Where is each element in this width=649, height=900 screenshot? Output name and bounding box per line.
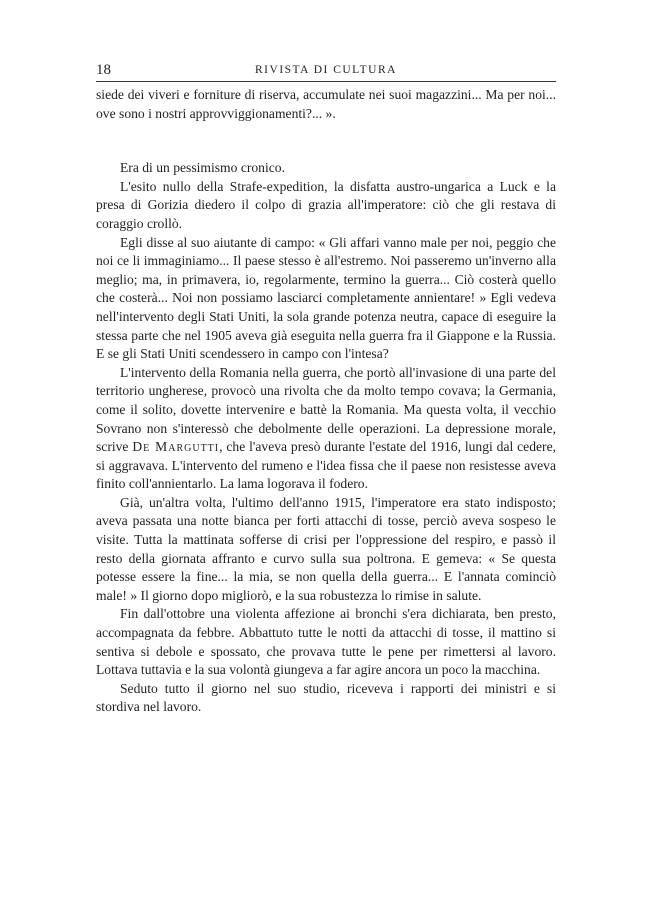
paragraph-aide-de-camp: Egli disse al suo aiutante di campo: « Gli affari vanno male per noi, peggio che noi ce li immaginiamo... Il paese stesso è all'estremo. Noi passeremo un'inverno alla meglio; ma, in primavera, io, regolarmente, termino la guerra... Ciò costerà quello che costerà... Noi non possiamo lasciarci completamente annientare! » Egli vedeva nell'intervento degli Stati Uniti, la sola grande potenza neutra, capace di eseguire la stessa parte che nel 1905 aveva già eseguita nella guerra fra il Giappone e la Russia. E se gli Stati Uniti scendessero in campo con l'intesa? <box>96 234 556 362</box>
running-title: RIVISTA DI CULTURA <box>255 64 397 76</box>
paragraph-new-year: Già, un'altra volta, l'ultimo dell'anno 1915, l'imperatore era stato indisposto; aveva passata una notte bianca per forti attacchi di tosse, perciò aveva sospeso le visite. Tutta la mattinata sofferse di crisi per l'oppressione del respiro, e passò il resto della giornata affranto e curvo sulla sua poltrona. E gemeva: « Se questa potesse essere la fine... la mia, se non quella della guerra... E l'annata cominciò male! » Il giorno dopo migliorò, e la sua robustezza lo rimise in salute. <box>96 494 556 603</box>
paragraph-study: Seduto tutto il giorno nel suo studio, riceveva i rapporti dei ministri e si stordiva nel lavoro. <box>96 680 556 715</box>
paragraph-romania-part2: , che l'aveva presò durante l'estate del 1916, lungi dal cedere, si aggravava. L'intervento del rumeno e l'idea fissa che il paese non resistesse aveva finito coll'annientarlo. La lama logorava il fodero. <box>96 439 557 492</box>
page <box>96 60 556 717</box>
paragraph-pessimism: Era di un pessimismo cronico. <box>120 160 285 176</box>
paragraph-strafe-expedition: L'esito nullo della Strafe-expedition, la disfatta austro-ungarica a Luck e la presa di Gorizia diedero il colpo di grazia all'imperatore: ciò che gli restava di coraggio crollò. <box>96 178 556 231</box>
paragraph-romania <box>96 364 556 494</box>
body-text <box>96 86 556 717</box>
paragraph-october: Fin dall'ottobre una violenta affezione ai bronchi s'era dichiarata, ben presto, accompagnata da febbre. Abbattuto tutte le notti da attacchi di tosse, il mattino si sentiva si debole e spossato, che provava tutte le pene per rimettersi al lavoro. Lottava tuttavia e la sua volontà giungeva a far agire ancora un poco la macchina. <box>96 606 556 678</box>
paragraph-romania-part1: L'intervento della Romania nella guerra, che portò all'invasione di una parte del territorio ungherese, provocò una rivolta che da molto tempo covava; la Germania, come il solito, dovette intervenire e battè la Romania. Ma questa volta, il vecchio Sovrano non s'interessò che debolmente delle operazioni. La depressione morale, scrive <box>96 364 556 455</box>
author-name: De Margutti <box>132 439 220 455</box>
page-number: 18 <box>96 62 111 78</box>
header-rule <box>96 81 556 82</box>
paragraph-continuation: siede dei viveri e forniture di riserva, accumulate nei suoi magazzini... Ma per noi... ove sono i nostri approvviggionamenti?... ». <box>96 87 556 121</box>
page-header <box>96 60 556 80</box>
